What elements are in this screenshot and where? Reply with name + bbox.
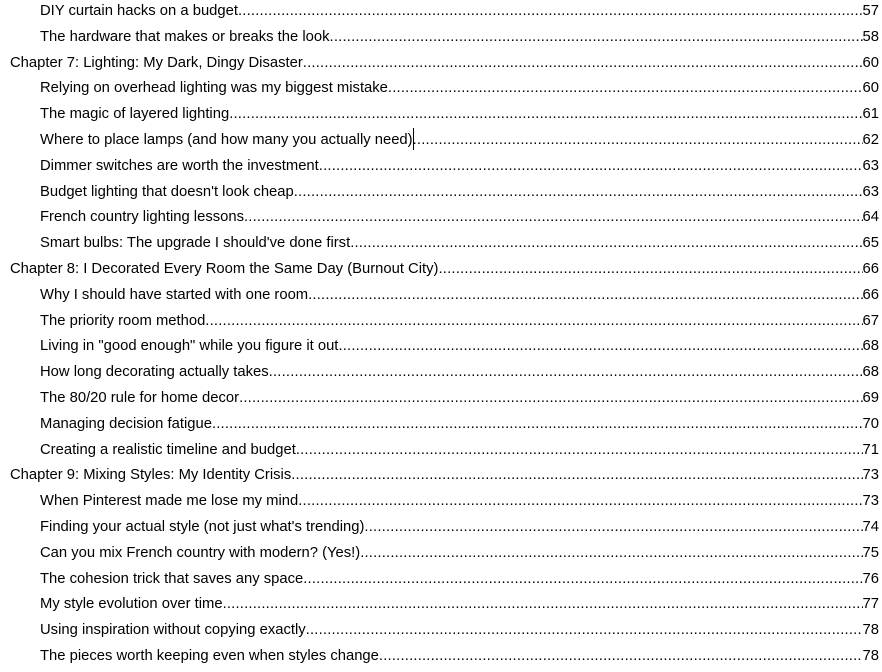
toc-dot-leader — [291, 463, 862, 489]
toc-page-number: 75 — [862, 544, 879, 561]
toc-entry-title: Creating a realistic timeline and budget — [40, 441, 296, 458]
toc-entry-title: French country lighting lessons — [40, 209, 244, 226]
toc-page-number: 74 — [862, 518, 879, 535]
toc-dot-leader — [364, 515, 862, 541]
toc-entry-title: The cohesion trick that saves any space — [40, 570, 304, 587]
toc-page-number: 63 — [862, 183, 879, 200]
toc-entry-title: Smart bulbs: The upgrade I should've done first — [40, 235, 351, 252]
toc-section-entry[interactable] — [0, 25, 882, 51]
toc-dot-leader — [303, 567, 862, 593]
toc-entry-title: Dimmer switches are worth the investment — [40, 157, 319, 174]
toc-page-number: 65 — [862, 235, 879, 252]
toc-page-number: 73 — [862, 467, 879, 484]
toc-section-entry[interactable] — [0, 309, 882, 335]
toc-dot-leader — [229, 102, 862, 128]
toc-section-entry[interactable] — [0, 541, 882, 567]
toc-entry-title: Chapter 8: I Decorated Every Room the Same Day (Burnout City) — [10, 260, 439, 277]
toc-dot-leader — [330, 25, 863, 51]
toc-page-number: 73 — [862, 493, 879, 510]
toc-page-number: 64 — [862, 209, 879, 226]
toc-page-number: 70 — [862, 415, 879, 432]
toc-section-entry[interactable] — [0, 154, 882, 180]
toc-entry-title: Chapter 9: Mixing Styles: My Identity Crisis — [10, 467, 292, 484]
toc-chapter-entry[interactable] — [0, 257, 882, 283]
toc-dot-leader — [298, 489, 862, 515]
toc-page-number: 57 — [862, 3, 879, 19]
toc-dot-leader — [319, 154, 863, 180]
toc-section-entry[interactable] — [0, 0, 882, 25]
toc-section-entry[interactable] — [0, 128, 882, 154]
toc-entry-title: Finding your actual style (not just what's trending) — [40, 518, 365, 535]
toc-entry-title: My style evolution over time — [40, 596, 223, 613]
toc-dot-leader — [350, 231, 862, 257]
toc-section-entry[interactable] — [0, 334, 882, 360]
toc-dot-leader — [269, 360, 863, 386]
toc-entry-title: The priority room method — [40, 312, 206, 329]
toc-section-entry[interactable] — [0, 180, 882, 206]
toc-page-number: 58 — [862, 28, 879, 45]
toc-page-number: 63 — [862, 157, 879, 174]
toc-page-number: 61 — [862, 106, 879, 123]
toc-dot-leader — [303, 51, 863, 77]
toc-page-number: 76 — [862, 570, 879, 587]
toc-entry-title: Chapter 7: Lighting: My Dark, Dingy Disaster — [10, 54, 303, 71]
toc-page-number: 68 — [862, 338, 879, 355]
toc-dot-leader — [438, 257, 862, 283]
toc-dot-leader — [205, 309, 862, 335]
toc-dot-leader — [244, 205, 863, 231]
toc-chapter-entry[interactable] — [0, 463, 882, 489]
toc-dot-leader — [239, 386, 862, 412]
toc-page-number: 60 — [862, 80, 879, 97]
toc-page-number: 62 — [862, 131, 879, 148]
toc-page-number: 60 — [862, 54, 879, 71]
toc-entry-title: The magic of layered lighting — [40, 106, 230, 123]
toc-entry-title: Relying on overhead lighting was my biggest mistake — [40, 80, 388, 97]
toc-entry-title: Using inspiration without copying exactly — [40, 622, 306, 639]
toc-section-entry[interactable] — [0, 515, 882, 541]
toc-section-entry[interactable] — [0, 644, 882, 670]
toc-entry-title: Managing decision fatigue — [40, 415, 212, 432]
toc-section-entry[interactable] — [0, 360, 882, 386]
toc-dot-leader — [294, 180, 863, 206]
toc-section-entry[interactable] — [0, 283, 882, 309]
toc-section-entry[interactable] — [0, 205, 882, 231]
toc-section-entry[interactable] — [0, 76, 882, 102]
toc-dot-leader — [308, 283, 862, 309]
toc-page-number: 71 — [862, 441, 879, 458]
toc-entry-title: Living in "good enough" while you figure it out — [40, 338, 339, 355]
toc-page-number: 78 — [862, 647, 879, 664]
toc-dot-leader — [306, 618, 863, 644]
toc-page-number: 66 — [862, 260, 879, 277]
toc-entry-title: The hardware that makes or breaks the look — [40, 28, 330, 45]
toc-section-entry[interactable] — [0, 618, 882, 644]
toc-dot-leader — [212, 412, 863, 438]
toc-dot-leader — [360, 541, 862, 567]
text-cursor — [413, 128, 414, 150]
toc-page-number: 68 — [862, 364, 879, 381]
toc-dot-leader — [413, 128, 863, 154]
toc-page-number: 78 — [862, 622, 879, 639]
toc-section-entry[interactable] — [0, 386, 882, 412]
toc-entry-title: The 80/20 rule for home decor — [40, 389, 240, 406]
toc-entry-title: The pieces worth keeping even when styles change — [40, 647, 379, 664]
toc-section-entry[interactable] — [0, 489, 882, 515]
toc-entry-title: Budget lighting that doesn't look cheap — [40, 183, 294, 200]
toc-dot-leader — [379, 644, 863, 670]
toc-chapter-entry[interactable] — [0, 51, 882, 77]
toc-entry-title: When Pinterest made me lose my mind — [40, 493, 299, 510]
toc-dot-leader — [238, 0, 863, 25]
toc-section-entry[interactable] — [0, 412, 882, 438]
toc-page-number: 67 — [862, 312, 879, 329]
toc-entry-title: How long decorating actually takes — [40, 364, 269, 381]
toc-section-entry[interactable] — [0, 438, 882, 464]
toc-page-number: 66 — [862, 286, 879, 303]
toc-dot-leader — [223, 592, 863, 618]
toc-entry-title: Can you mix French country with modern? (Yes!) — [40, 544, 361, 561]
toc-entry-title: Why I should have started with one room — [40, 286, 309, 303]
toc-page-number: 69 — [862, 389, 879, 406]
toc-section-entry[interactable] — [0, 567, 882, 593]
toc-dot-leader — [296, 438, 863, 464]
toc-section-entry[interactable] — [0, 592, 882, 618]
toc-section-entry[interactable] — [0, 231, 882, 257]
toc-entry-title: Where to place lamps (and how many you actually need) — [40, 131, 413, 148]
toc-dot-leader — [388, 76, 863, 102]
toc-entry-title: DIY curtain hacks on a budget — [40, 3, 238, 19]
toc-section-entry[interactable] — [0, 102, 882, 128]
toc-page-number: 77 — [862, 596, 879, 613]
toc-dot-leader — [338, 334, 862, 360]
